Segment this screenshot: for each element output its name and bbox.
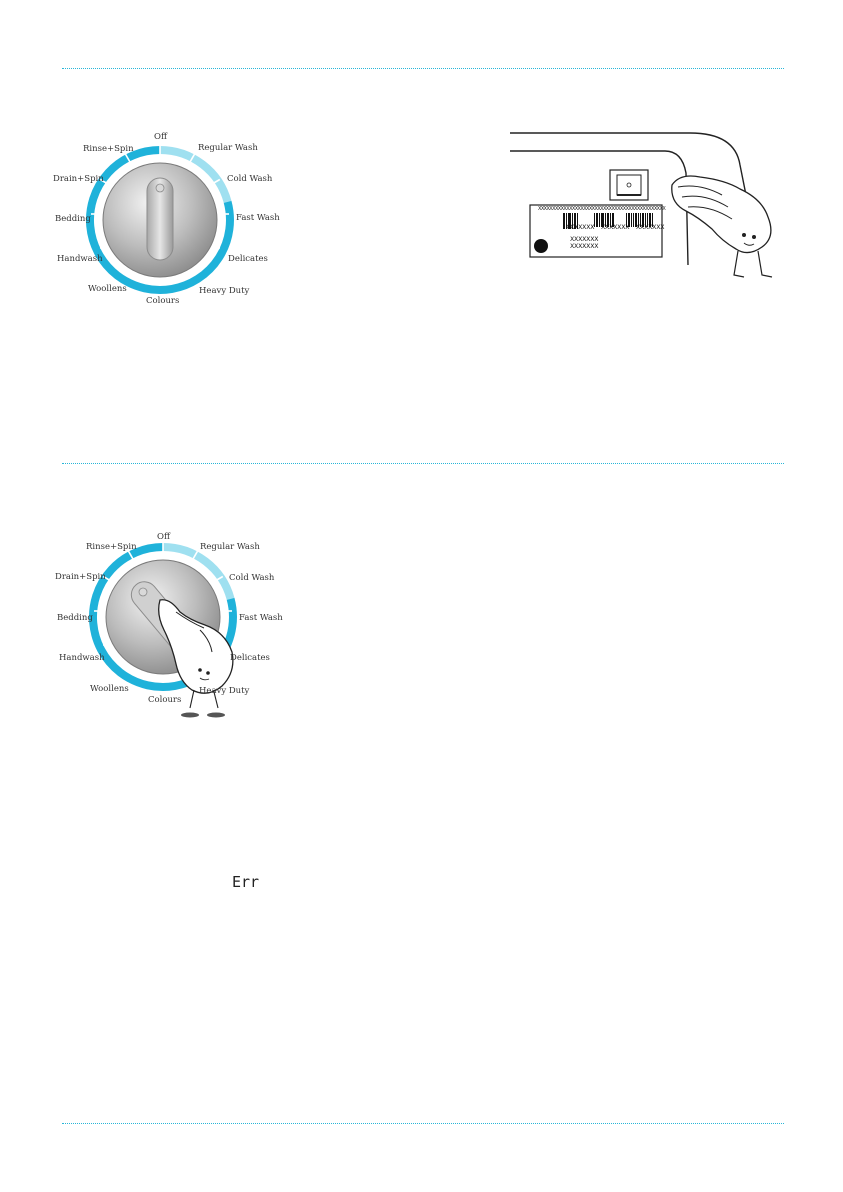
rating-plate-code-3: XXXXXXX [636, 224, 665, 231]
dial-label-heavy-duty: Heavy Duty [199, 286, 250, 296]
dial-label-woollens: Woollens [88, 284, 127, 294]
dial-label-cold-wash: Cold Wash [229, 573, 275, 583]
error-code-display: Err [232, 873, 260, 891]
rating-plate-code-2: XXXXXXX [601, 224, 630, 231]
dial-label-fast-wash: Fast Wash [236, 213, 280, 223]
section-divider-bottom [62, 1123, 784, 1124]
dial-label-rinse-spin: Rinse+Spin [83, 144, 134, 154]
dial-label-drain-spin: Drain+Spin [53, 174, 104, 184]
dial-label-delicates: Delicates [230, 653, 270, 663]
dial-label-woollens: Woollens [90, 684, 129, 694]
dial-label-bedding: Bedding [57, 613, 93, 623]
dial-label-colours: Colours [148, 695, 182, 705]
dial-label-off: Off [154, 132, 168, 142]
dial-label-off: Off [157, 532, 171, 542]
dial-label-regular-wash: Regular Wash [198, 143, 258, 153]
dial-label-drain-spin: Drain+Spin [55, 572, 106, 582]
rating-plate-lower-code-2: XXXXXXX [570, 243, 599, 250]
dial-label-regular-wash: Regular Wash [200, 542, 260, 552]
rating-plate-lower-code-1: XXXXXXX [570, 236, 599, 243]
rating-plate-code-1: XXXXXXX [566, 224, 595, 231]
dial-label-cold-wash: Cold Wash [227, 174, 273, 184]
dial-label-handwash: Handwash [57, 254, 103, 264]
rating-plate-header: XXXXXXXXXXXXXXXXXXXXXXXXXXXXXXXXXXXXXXXXXXXXX [538, 206, 666, 212]
dial-label-heavy-duty: Heavy Duty [199, 686, 250, 696]
dial-label-bedding: Bedding [55, 214, 91, 224]
dial-label-rinse-spin: Rinse+Spin [86, 542, 137, 552]
dial-label-fast-wash: Fast Wash [239, 613, 283, 623]
dial-label-handwash: Handwash [59, 653, 105, 663]
dial-label-delicates: Delicates [228, 254, 268, 264]
dial-label-colours: Colours [146, 296, 180, 306]
